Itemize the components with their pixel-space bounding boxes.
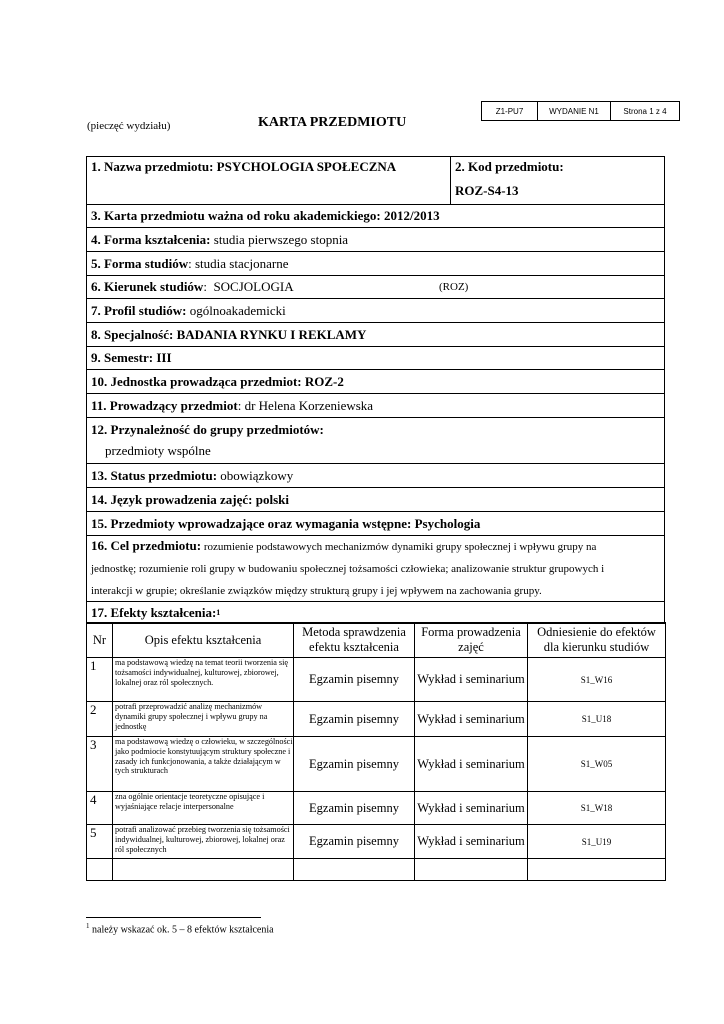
table-header-row <box>87 623 666 658</box>
education-form-label: 4. Forma kształcenia: <box>91 231 211 247</box>
lecturer-value: : dr Helena Korzeniewska <box>237 397 374 413</box>
row-name-code <box>87 157 664 205</box>
empty-cell <box>113 859 294 881</box>
course-name <box>87 157 451 204</box>
row-form: Wykład i seminarium <box>415 737 528 792</box>
row-group <box>87 418 664 464</box>
lecturer-label: 11. Prowadzący przedmiot <box>91 397 238 413</box>
row-semester <box>87 347 664 370</box>
row-form: Wykład i seminarium <box>415 792 528 825</box>
row-description: potrafi przeprowadzić analizę mechanizmów dynamiki grupy społecznej i wpływu grupy na jednostkę <box>113 702 294 737</box>
empty-cell <box>528 859 666 881</box>
table-row <box>87 658 666 702</box>
row-method: Egzamin pisemny <box>294 792 415 825</box>
row-method: Egzamin pisemny <box>294 702 415 737</box>
row-reference: S1_U19 <box>528 825 666 859</box>
page-title: KARTA PRZEDMIOTU <box>258 115 407 130</box>
header-description: Opis efektu kształcenia <box>113 623 294 658</box>
row-language <box>87 488 664 512</box>
page-cell: Strona 1 z 4 <box>623 106 667 116</box>
row-effects-label <box>87 602 664 623</box>
row-prerequisites <box>87 512 664 536</box>
header-reference: Odniesienie do efektów dla kierunku studiów <box>528 623 666 658</box>
group-value: przedmioty wspólne <box>105 443 211 458</box>
row-study-form <box>87 252 664 276</box>
row-description: potrafi analizować przebieg tworzenia się tożsamości indywidualnej, kulturowej, zbiorowej, lokalnej oraz ról społecznych <box>113 825 294 859</box>
row-education-form <box>87 228 664 252</box>
row-field-of-study <box>87 276 664 299</box>
edition-cell: WYDANIE N1 <box>538 102 611 120</box>
objective-line-1: rozumienie podstawowych mechanizmów dynamiki grupy społecznej i wpływu grupy na <box>201 541 597 553</box>
row-description: zna ogólnie orientacje teoretyczne opisujące i wyjaśniające relacje interpersonalne <box>113 792 294 825</box>
group-label: 12. Przynależność do grupy przedmiotów: <box>91 422 324 437</box>
row-reference: S1_U18 <box>528 702 666 737</box>
semester-text: 9. Semestr: III <box>91 350 172 365</box>
document-code-box <box>481 101 680 121</box>
row-nr: 4 <box>87 792 113 825</box>
row-nr: 1 <box>87 658 113 702</box>
course-code <box>451 157 664 204</box>
row-unit <box>87 370 664 394</box>
learning-effects-table <box>86 622 666 881</box>
row-specialty <box>87 323 664 347</box>
row-description: ma podstawową wiedzę o człowieku, w szczególności jako podmiocie konstytuującym struktury społeczne i zasady ich funkcjonowania, a także działającym w tych strukturach <box>113 737 294 792</box>
effects-footnote-mark: 1 <box>216 608 221 617</box>
row-reference: S1_W18 <box>528 792 666 825</box>
field-of-study-value: : SOCJOLOGIA <box>203 279 294 294</box>
row-form: Wykład i seminarium <box>415 658 528 702</box>
status-value: obowiązkowy <box>217 467 294 483</box>
valid-year-text: 3. Karta przedmiotu ważna od roku akademickiego: 2012/2013 <box>91 208 440 223</box>
row-valid-year <box>87 205 664 228</box>
table-row <box>87 792 666 825</box>
unit-text: 10. Jednostka prowadząca przedmiot: ROZ-2 <box>91 373 344 389</box>
footnote-divider <box>86 917 261 918</box>
table-row <box>87 702 666 737</box>
course-code-value: ROZ-S4-13 <box>455 183 519 198</box>
objective-label: 16. Cel przedmiotu: <box>91 538 202 553</box>
course-code-label: 2. Kod przedmiotu: <box>455 159 564 174</box>
footnote <box>86 922 274 935</box>
row-reference: S1_W16 <box>528 658 666 702</box>
row-form: Wykład i seminarium <box>415 702 528 737</box>
row-profile <box>87 299 664 323</box>
specialty-text: 8. Specjalność: BADANIA RYNKU I REKLAMY <box>91 326 367 342</box>
row-nr: 2 <box>87 702 113 737</box>
header-nr: Nr <box>87 623 113 658</box>
language-text: 14. Język prowadzenia zajęć: polski <box>91 491 289 507</box>
row-method: Egzamin pisemny <box>294 737 415 792</box>
profile-value: ogólnoakademicki <box>186 302 286 318</box>
objective-line-2: jednostkę; rozumienie roli grupy w budowaniu społecznej tożsamości człowieka; analizowanie struktur grupowych i <box>91 563 605 575</box>
row-method: Egzamin pisemny <box>294 825 415 859</box>
code-cell: Z1-PU7 <box>482 102 538 120</box>
empty-cell <box>294 859 415 881</box>
table-row-empty <box>87 859 666 881</box>
row-status <box>87 464 664 488</box>
course-name-text: 1. Nazwa przedmiotu: PSYCHOLOGIA SPOŁECZNA <box>91 159 397 174</box>
objective-line-3: interakcji w grupie; określanie związków między strukturą grupy i jej wpływem na zachowania grupy. <box>91 585 542 597</box>
field-of-study-code: (ROZ) <box>439 281 469 293</box>
course-card-table <box>86 156 665 624</box>
row-nr: 3 <box>87 737 113 792</box>
row-lecturer <box>87 394 664 418</box>
profile-label: 7. Profil studiów: <box>91 302 187 318</box>
status-label: 13. Status przedmiotu: <box>91 467 218 483</box>
row-nr: 5 <box>87 825 113 859</box>
header-method: Metoda sprawdzenia efektu kształcenia <box>294 623 415 658</box>
table-row <box>87 825 666 859</box>
header-form: Forma prowadzenia zajęć <box>415 623 528 658</box>
row-description: ma podstawową wiedzę na temat teorii tworzenia się tożsamości indywidualnej, kulturowej, zbiorowej, lokalnej oraz ról społecznych. <box>113 658 294 702</box>
row-objective <box>87 536 664 602</box>
study-form-label: 5. Forma studiów <box>91 255 189 271</box>
study-form-value: : studia stacjonarne <box>188 255 289 271</box>
row-method: Egzamin pisemny <box>294 658 415 702</box>
prerequisites-text: 15. Przedmioty wprowadzające oraz wymagania wstępne: Psychologia <box>91 515 481 531</box>
table-row <box>87 737 666 792</box>
footnote-text: należy wskazać ok. 5 – 8 efektów kształcenia <box>89 924 274 936</box>
row-reference: S1_W05 <box>528 737 666 792</box>
empty-cell <box>415 859 528 881</box>
field-of-study-label: 6. Kierunek studiów <box>91 279 204 294</box>
education-form-value: studia pierwszego stopnia <box>210 231 349 247</box>
empty-cell <box>87 859 113 881</box>
row-form: Wykład i seminarium <box>415 825 528 859</box>
footnote-mark: 1 <box>86 922 90 930</box>
faculty-stamp-label: (pieczęć wydziału) <box>87 120 171 132</box>
effects-label: 17. Efekty kształcenia: <box>91 604 217 620</box>
